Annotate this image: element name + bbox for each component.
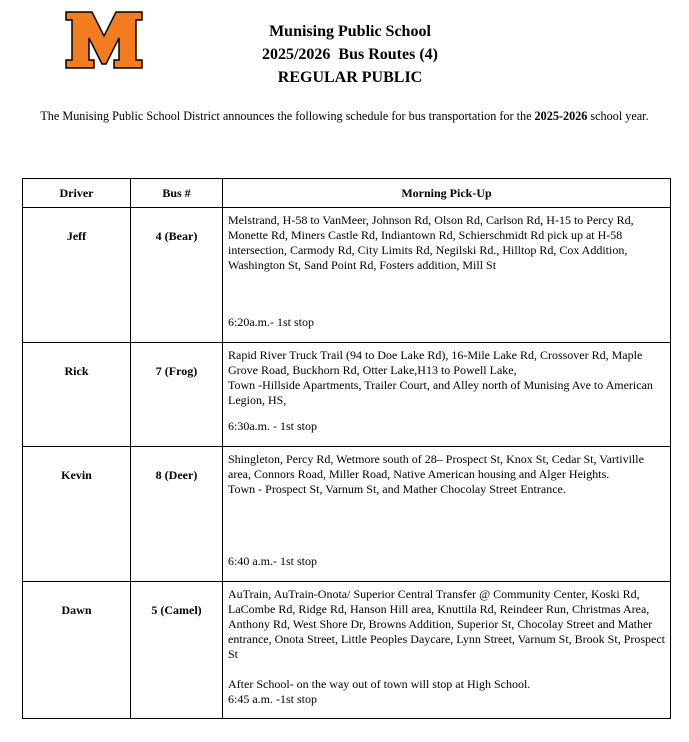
route-description: Shingleton, Percy Rd, Wetmore south of 28– Prospect St, Knox St, Cedar St, Vartiville area, Connors Road, Miller Road, Native American housing and Alger Heights. Town - Prospect St, Varnum St, and Mather Chocolay Street Entrance. xyxy=(228,452,644,496)
intro-text-after: school year. xyxy=(587,109,649,123)
bus-cell: 7 (Frog) xyxy=(131,343,223,447)
after-school-note: After School- on the way out of town will stop at High School. xyxy=(228,677,531,691)
bus-cell: 8 (Deer) xyxy=(131,447,223,582)
table-header-row xyxy=(23,179,671,208)
bus-cell: 5 (Camel) xyxy=(131,582,223,719)
routes-subtitle: REGULAR PUBLIC xyxy=(277,69,423,86)
school-name: Munising Public School xyxy=(269,23,431,40)
document-header xyxy=(190,20,510,89)
route-description: Melstrand, H-58 to VanMeer, Johnson Rd, Olson Rd, Carlson Rd, H-15 to Percy Rd, Monette Rd, Miners Castle Rd, Indiantown Rd, Schierschmidt Rd pick up at H-58 intersection, Carmody Rd, City Limits Rd, Negilski Rd., Hilltop Rd, Cox Addition, Washington St, Sand Point Rd, Fosters addition, Mill St xyxy=(228,213,634,272)
table-row xyxy=(23,447,671,582)
table-row xyxy=(23,208,671,343)
bus-cell: 4 (Bear) xyxy=(131,208,223,343)
pickup-cell xyxy=(223,343,671,447)
driver-cell: Rick xyxy=(23,343,131,447)
driver-cell: Jeff xyxy=(23,208,131,343)
routes-title: 2025/2026 Bus Routes (4) xyxy=(261,46,438,63)
intro-bold-year: 2025-2026 xyxy=(534,109,588,123)
table-row xyxy=(23,343,671,447)
driver-cell: Kevin xyxy=(23,447,131,582)
pickup-cell xyxy=(223,582,671,719)
column-header-driver: Driver xyxy=(23,179,131,208)
column-header-pickup: Morning Pick-Up xyxy=(223,179,671,208)
route-description: Rapid River Truck Trail (94 to Doe Lake Rd), 16-Mile Lake Rd, Crossover Rd, Maple Grove Road, Buckhorn Rd, Otter Lake,H13 to Powell Lake, Town -Hillside Apartments, Trailer Court, and Alley north of Munising Ave to American Legion, HS, xyxy=(228,348,653,407)
first-stop-time: 6:45 a.m. -1st stop xyxy=(228,692,317,706)
driver-cell: Dawn xyxy=(23,582,131,719)
bus-routes-table xyxy=(22,178,671,719)
school-logo-m xyxy=(64,10,144,70)
first-stop-time: 6:40 a.m.- 1st stop xyxy=(228,554,317,568)
pickup-cell xyxy=(223,208,671,343)
first-stop-time: 6:20a.m.- 1st stop xyxy=(228,315,314,329)
first-stop-time: 6:30a.m. - 1st stop xyxy=(228,419,317,433)
table-row xyxy=(23,582,671,719)
pickup-cell xyxy=(223,447,671,582)
route-description: AuTrain, AuTrain-Onota/ Superior Central Transfer @ Community Center, Koski Rd, LaCombe Rd, Ridge Rd, Hanson Hill area, Knuttila Rd, Reindeer Run, Christmas Area, Anthony Rd, West Shore Dr, Browns Addition, Superior St, Chocolay Street and Mather entrance, Onota Street, Little Peoples Daycare, Lynn Street, Varnum St, Brook St, Prospect St xyxy=(228,587,666,661)
intro-paragraph xyxy=(0,109,689,124)
intro-text-before: The Munising Public School District announces the following schedule for bus transportation for the xyxy=(40,109,535,123)
column-header-bus: Bus # xyxy=(131,179,223,208)
